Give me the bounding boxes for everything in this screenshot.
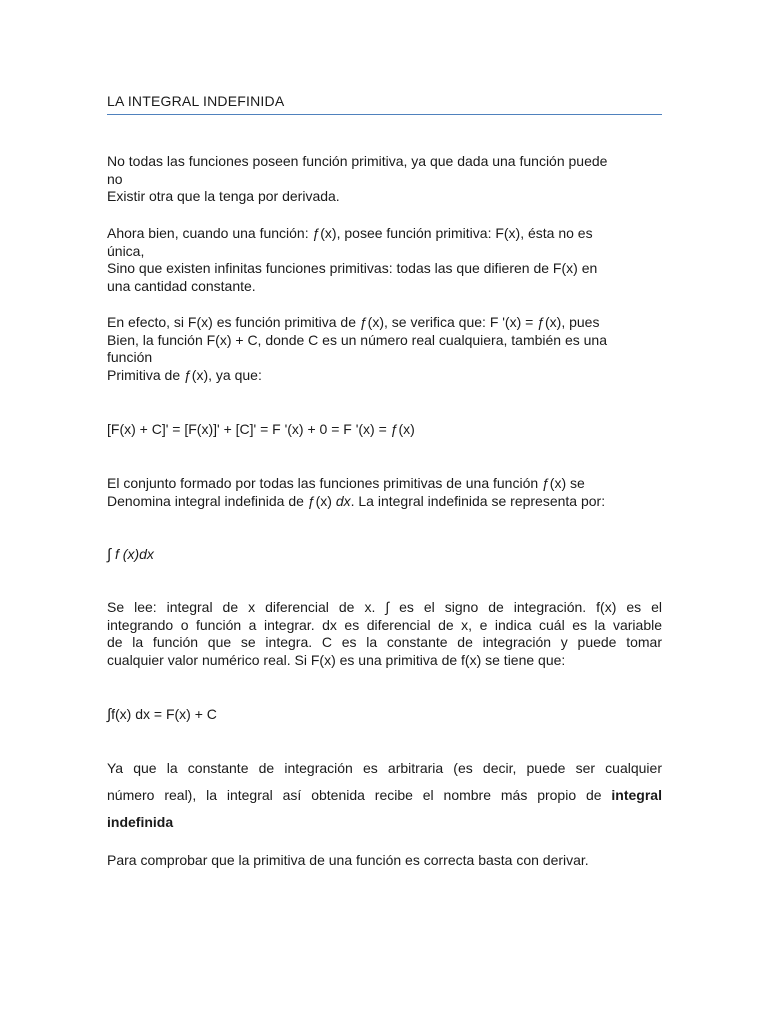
paragraph-1: [107, 153, 662, 206]
paragraph-2-line-4: una cantidad constante.: [107, 277, 256, 294]
paragraph-1-line-1: No todas las funciones poseen función primitiva, ya que dada una función puede: [107, 153, 608, 169]
paragraph-2: [107, 225, 662, 295]
paragraph-3-line-2: Bien, la función F(x) + C, donde C es un número real cualquiera, también es una: [107, 331, 608, 348]
paragraph-4-line-2-end: . La integral indefinida se representa por:: [350, 492, 606, 509]
paragraph-6-line-2-text: número real), la integral así obtenida recibe el nombre más propio de: [107, 787, 612, 803]
integral-notation-body: f (x)dx: [111, 546, 154, 562]
paragraph-6-line-2: [107, 782, 662, 809]
paragraph-2-line-3: Sino que existen infinitas funciones primitivas: todas las que difieren de F(x) en: [107, 260, 598, 276]
paragraph-4: [107, 475, 662, 510]
paragraph-1-line-2: no: [107, 170, 123, 187]
bold-term-integral: integral: [611, 787, 662, 803]
paragraph-4-line-2: [107, 493, 662, 511]
paragraph-2-line-1: Ahora bien, cuando una función: ƒ(x), posee función primitiva: F(x), ésta no es: [107, 225, 593, 241]
paragraph-7: [107, 852, 662, 870]
paragraph-5-line-1: Se lee: integral de x diferencial de x. ∫ es el signo de integración. f(x) es el: [107, 599, 662, 615]
paragraph-3: [107, 314, 662, 384]
paragraph-6-line-1: Ya que la constante de integración es arbitraria (es decir, puede ser cualquier: [107, 760, 662, 776]
paragraph-3-line-4: Primitiva de ƒ(x), ya que:: [107, 366, 262, 383]
paragraph-4-line-1: El conjunto formado por todas las funciones primitivas de una función ƒ(x) se: [107, 475, 585, 491]
bold-term-indefinida: indefinida: [107, 814, 174, 830]
paragraph-1-line-3: Existir otra que la tenga por derivada.: [107, 188, 340, 204]
title-underline: [107, 114, 662, 115]
integral-result-body: f(x) dx = F(x) + C: [111, 706, 217, 722]
paragraph-4-line-2-text: Denomina integral indefinida de ƒ(x): [107, 492, 336, 509]
paragraph-5-line-4: cualquier valor numérico real. Si F(x) es una primitiva de f(x) se tiene que:: [107, 651, 566, 668]
dx-italic: dx: [335, 492, 351, 509]
equation-integral-result: [107, 706, 217, 724]
paragraph-7-line-1: Para comprobar que la primitiva de una función es correcta basta con derivar.: [107, 852, 589, 868]
paragraph-5-line-3: de la función que se integra. C es la constante de integración y puede tomar: [107, 634, 662, 650]
integral-sign-icon: ∫: [107, 546, 112, 563]
equation-derivative: [F(x) + C]' = [F(x)]' + [C]' = F '(x) + 0 = F '(x) = ƒ(x): [107, 421, 415, 437]
paragraph-3-line-3: función: [107, 349, 153, 365]
integral-sign-icon: ∫: [107, 706, 112, 723]
equation-integral-notation: [107, 546, 154, 564]
paragraph-3-line-1: En efecto, si F(x) es función primitiva de ƒ(x), se verifica que: F '(x) = ƒ(x), pues: [107, 314, 600, 330]
paragraph-6: [107, 755, 662, 836]
paragraph-5-line-2: integrando o función a integrar. dx es diferencial de x, e indica cuál es la variable: [107, 616, 662, 633]
page-title: LA INTEGRAL INDEFINIDA: [107, 93, 285, 109]
paragraph-2-line-2: única,: [107, 242, 145, 259]
paragraph-5: [107, 599, 662, 669]
